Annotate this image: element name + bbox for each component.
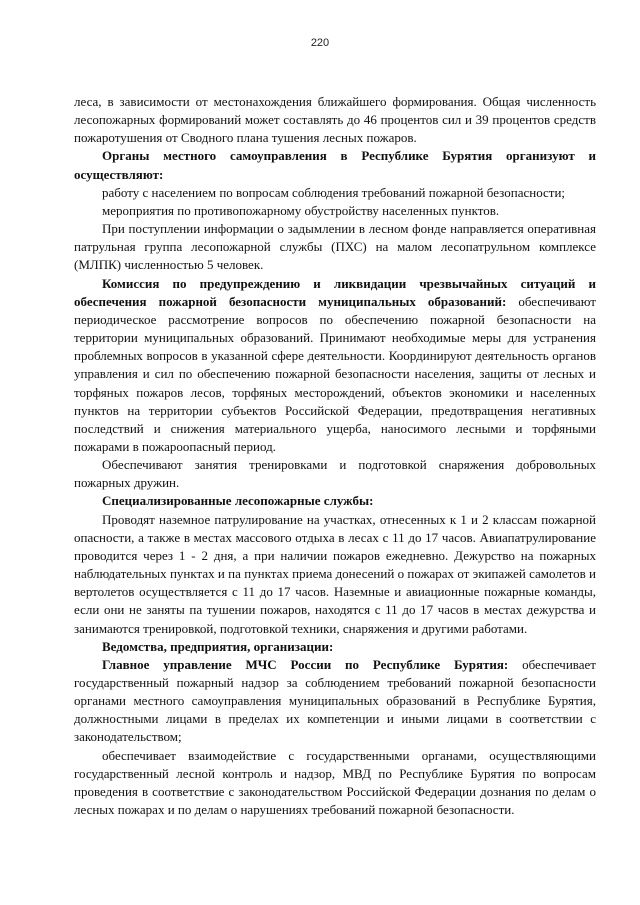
paragraph-text: обеспечивают периодическое рассмотрение вопросов по обеспечению пожарной безопасности на территории муниципальных образований. Принимают необходимые меры для устранения проблемных вопросов в указанной сфере деятельности. Координируют деятельность органов управления и сил по обеспечению пожарной безопасности населения, защиты от лесных и торфяных пожаров лесов, торфяных месторождений, объектов экономики и населенных пунктов на территории субъектов Российской Федерации, предотвращения негативных последствий и снижения материального ущерба, наносимого лесными и торфяными пожарами в пожароопасный период. (74, 293, 596, 454)
bold-heading-text: Специализированные лесопожарные службы: (102, 493, 374, 509)
paragraph-text: мероприятия по противопожарному обустройству населенных пунктов. (102, 202, 500, 218)
document-body (74, 93, 596, 819)
paragraph-p2 (74, 184, 596, 202)
paragraph-p0 (74, 93, 596, 147)
paragraph-text: Обеспечивают занятия тренировками и подготовкой снаряжения добровольных пожарных дружин. (74, 457, 596, 491)
paragraph-p8 (74, 511, 596, 638)
paragraph-text: обеспечивает взаимодействие с государственными органами, осуществляющими государственный лесной контроль и надзор, МВД по Республике Бурятия по вопросам проведения в соответствие с законодательством Российской Федерации дознания по делам о лесных пожарах и по делам о нарушениях требований пожарной безопасности. (74, 747, 596, 818)
paragraph-p4 (74, 220, 596, 274)
paragraph-p11 (74, 747, 596, 820)
bold-heading-text: Комиссия по предупреждению и ликвидации чрезвычайных ситуаций и обеспечения пожарной безопасности муниципальных образований: (74, 275, 596, 309)
paragraph-p1 (74, 147, 596, 183)
paragraph-text: Проводят наземное патрулирование на участках, отнесенных к 1 и 2 классам пожарной опасности, а также в местах массового отдыха в лесах с 11 до 17 часов. Авиапатрулирование проводится через 1 - 2 дня, а при наличии пожаров ежедневно. Дежурство на пожарных наблюдательных пунктах и па пунктах приема донесений о пожарах от экипажей самолетов и вертолетов осуществляется с 11 до 17 часов. Наземные и авиационные пожарные команды, если они не заняты па тушении пожаров, находятся с 11 до 17 часов в местах дежурства и занимаются тренировкой, подготовкой техники, снаряжения и другими работами. (74, 511, 596, 636)
paragraph-text: обеспечивает государственный пожарный надзор за соблюдением требований пожарной безопасности органами местного самоуправления муниципальных образований в Республике Бурятия, должностными лицами в пределах их компетенции и иными лицами в соответствии с законодательством; (74, 656, 596, 745)
bold-heading-text: Ведомства, предприятия, организации: (102, 638, 334, 654)
paragraph-p6 (74, 456, 596, 492)
paragraph-text: работу с населением по вопросам соблюдения требований пожарной безопасности; (102, 184, 566, 200)
paragraph-p10 (74, 656, 596, 747)
paragraph-text: При поступлении информации о задымлении в лесном фонде направляется оперативная патрульная группа лесопожарной службы (ПХС) на малом лесопатрульном комплексе (МЛПК) численностью 5 человек. (74, 221, 596, 273)
paragraph-p5 (74, 275, 596, 457)
paragraph-text: леса, в зависимости от местонахождения ближайшего формирования. Общая численность лесопожарных формирований может составлять до 46 процентов сил и 39 процентов средств пожаротушения от Сводного плана тушения лесных пожаров. (74, 94, 596, 146)
bold-heading-text: Главное управление МЧС России по Республике Бурятия: (102, 656, 509, 672)
paragraph-p9 (74, 638, 596, 656)
paragraph-p3 (74, 202, 596, 220)
page-number: 220 (310, 37, 330, 49)
paragraph-p7 (74, 492, 596, 510)
bold-heading-text: Органы местного самоуправления в Республике Бурятия организуют и осуществляют: (74, 148, 596, 182)
